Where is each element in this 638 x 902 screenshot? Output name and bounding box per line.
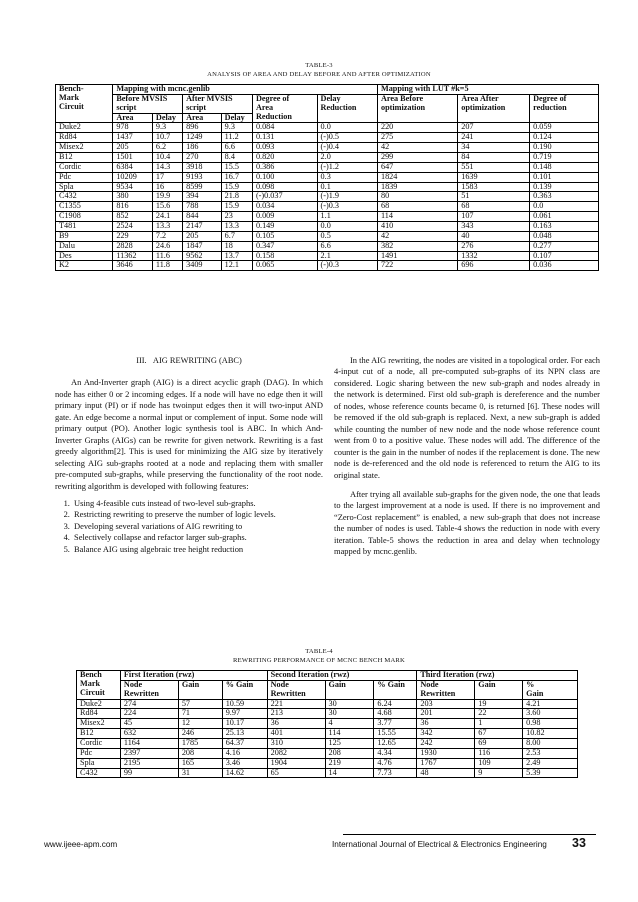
value-cell: 1583 [458,182,530,192]
table3-row [56,261,599,271]
value-cell: 114 [325,729,374,739]
right-column [334,355,600,558]
value-cell: 71 [178,709,222,719]
value-cell: 8.00 [523,739,578,749]
value-cell: 14.62 [222,768,267,778]
value-cell: 0.105 [252,231,317,241]
value-cell: 12.1 [221,261,252,271]
value-cell: 80 [377,192,457,202]
value-cell: 401 [267,729,325,739]
circuit-name-cell: B9 [56,231,113,241]
value-cell: 0.101 [530,172,599,182]
value-cell: 107 [458,212,530,222]
table3-degree-reduction-header: Degree of reduction [530,94,599,123]
value-cell: (-)0.5 [317,133,377,143]
table4-pct-gain-header: % Gain [374,680,417,699]
value-cell: 114 [377,212,457,222]
value-cell: 219 [325,758,374,768]
circuit-name-cell: Pdc [77,748,121,758]
value-cell: 11.8 [152,261,182,271]
value-cell: 220 [377,123,457,133]
circuit-name-cell: Duke2 [56,123,113,133]
value-cell: 67 [475,729,523,739]
value-cell: 551 [458,162,530,172]
value-cell: 0.098 [252,182,317,192]
value-cell: 0.277 [530,241,599,251]
circuit-name-cell: T481 [56,222,113,232]
value-cell: 10.7 [152,133,182,143]
value-cell: 57 [178,699,222,709]
table4-row [77,768,578,778]
value-cell: 0.163 [530,222,599,232]
value-cell: 221 [267,699,325,709]
circuit-name-cell: B12 [77,729,121,739]
value-cell: 186 [183,143,222,153]
value-cell: 4.68 [374,709,417,719]
section-heading: III. AIG REWRITING (ABC) [136,356,242,365]
value-cell: 4 [325,719,374,729]
value-cell: 0.820 [252,153,317,163]
table4-caption-title: REWRITING PERFORMANCE OF MCNC BENCH MARK [233,657,405,664]
value-cell: 342 [417,729,475,739]
value-cell: 380 [113,192,153,202]
table3-sub-delay-before: Delay [152,113,182,123]
circuit-name-cell: Spla [77,758,121,768]
value-cell: 13.3 [152,222,182,232]
value-cell: 13.3 [221,222,252,232]
value-cell: 2397 [120,748,178,758]
value-cell: 0.363 [530,192,599,202]
circuit-name-cell: K2 [56,261,113,271]
value-cell: 275 [377,133,457,143]
value-cell: 64.37 [222,739,267,749]
value-cell: 4.34 [374,748,417,758]
value-cell: 0.0 [317,222,377,232]
feature-list-item: 4. Selectively collapse and refactor larger sub-graphs. [72,532,323,543]
feature-list-item: 3. Developing several variations of AIG rewriting to [72,521,323,532]
value-cell: 69 [475,739,523,749]
value-cell: 224 [120,709,178,719]
value-cell: 2828 [113,241,153,251]
table4-third-iteration-header: Third Iteration (rwz) [417,671,578,681]
value-cell: 722 [377,261,457,271]
value-cell: 0.0 [317,123,377,133]
value-cell: 1.1 [317,212,377,222]
table4-first-iteration-header: First Iteration (rwz) [120,671,267,681]
value-cell: 0.036 [530,261,599,271]
table4-row [77,739,578,749]
circuit-name-cell: B12 [56,153,113,163]
table4-row [77,758,578,768]
value-cell: 2524 [113,222,153,232]
circuit-name-cell: C432 [56,192,113,202]
value-cell: 1437 [113,133,153,143]
table3-caption-title: ANALYSIS OF AREA AND DELAY BEFORE AND AFTER OPTIMIZATION [207,71,431,78]
value-cell: 40 [458,231,530,241]
table3-row [56,172,599,182]
value-cell: 14 [325,768,374,778]
value-cell: 0.0 [530,202,599,212]
value-cell: 30 [325,709,374,719]
table4-node-header: Node Rewritten [120,680,178,699]
value-cell: 22 [475,709,523,719]
value-cell: 3.77 [374,719,417,729]
value-cell: (-)1.2 [317,162,377,172]
table4-bench-header: Bench Mark Circuit [77,671,121,700]
value-cell: (-)0.4 [317,143,377,153]
value-cell: 0.061 [530,212,599,222]
value-cell: 0.084 [252,123,317,133]
left-column [55,355,323,555]
table4-rewriting-performance [76,670,578,778]
aig-intro-paragraph: An And-Inverter graph (AIG) is a direct acyclic graph (DAG). In which node has either 0 or 2 incoming edges. If a node will have no edge then it will primary input (PI) or if node has twoinput edges then it will two-input AND gate. An edge become a normal input or complement of input. Some node will primary output (PO). Another logic synthesis tool is ABC. In which And-Inverter Graphs (AIGs) can be rewrite for given network. Rewriting is a fast greedy algorithm[2]. This is used for minimizing the AIG size by iteratively selecting AIG sub-graphs rooted at a node and replacing them with smaller pre-computed sub-graphs, while preserving the functionality of the root node. rewriting algorithm is developed with following features: [55,377,323,491]
value-cell: 0.034 [252,202,317,212]
value-cell: 8.4 [221,153,252,163]
table3-area-delay [55,84,599,271]
value-cell: 6.2 [152,143,182,153]
value-cell: 0.149 [252,222,317,232]
table3-mcnc-group-header: Mapping with mcnc.genlib [113,85,378,95]
value-cell: 68 [458,202,530,212]
value-cell: 246 [178,729,222,739]
value-cell: 36 [267,719,325,729]
circuit-name-cell: C432 [77,768,121,778]
table3-sub-area-before: Area [113,113,153,123]
value-cell: 15.9 [221,202,252,212]
value-cell: 9562 [183,251,222,261]
circuit-name-cell: C1908 [56,212,113,222]
subgraph-selection-paragraph: After trying all available sub-graphs for the given node, the one that leads to the largest improvement at a node is used. If there is no improvement and “Zero-Cost replacement” is enabled, a new sub-graph that does not increase the number of nodes is used. Table-4 shows the reduction in node with every iteration. Table-5 shows the reduction in area and delay when technology mapped by mcnc.genlib. [334,488,600,557]
table3-row [56,162,599,172]
value-cell: 382 [377,241,457,251]
value-cell: 21.8 [221,192,252,202]
value-cell: 0.158 [252,251,317,261]
value-cell: 11.6 [152,251,182,261]
value-cell: 0.190 [530,143,599,153]
value-cell: 9 [475,768,523,778]
value-cell: 276 [458,241,530,251]
circuit-name-cell: Cordic [77,739,121,749]
value-cell: 241 [458,133,530,143]
feature-list-item: 1. Using 4-feasible cuts instead of two-level sub-graphs. [72,498,323,509]
value-cell: 10.82 [523,729,578,739]
value-cell: 42 [377,231,457,241]
table3-degree-area-header: Degree of Area Reduction [252,94,317,123]
table3-after-header: After MVSIS script [183,94,253,113]
value-cell: 274 [120,699,178,709]
table4-pct-gain-header: % Gain [222,680,267,699]
value-cell: 1930 [417,748,475,758]
circuit-name-cell: Rd84 [77,709,121,719]
value-cell: 3.46 [222,758,267,768]
value-cell: (-)1.9 [317,192,377,202]
value-cell: 0.065 [252,261,317,271]
value-cell: 12 [178,719,222,729]
circuit-name-cell: Duke2 [77,699,121,709]
value-cell: 68 [377,202,457,212]
value-cell: 84 [458,153,530,163]
value-cell: 10.17 [222,719,267,729]
value-cell: 10.4 [152,153,182,163]
table4-gain-header: Gain [178,680,222,699]
value-cell: 632 [120,729,178,739]
footer-journal-name: International Journal of Electrical & Electronics Engineering [332,840,547,849]
value-cell: 0.139 [530,182,599,192]
table4-row [77,729,578,739]
value-cell: 1639 [458,172,530,182]
value-cell: 1839 [377,182,457,192]
feature-list-item: 5. Balance AIG using algebraic tree height reduction [72,544,323,555]
table3-area-after-header: Area After optimization [458,94,530,123]
value-cell: 10.59 [222,699,267,709]
value-cell: 844 [183,212,222,222]
value-cell: 11.2 [221,133,252,143]
aig-rewriting-paragraph: In the AIG rewriting, the nodes are visited in a topological order. For each 4-input cut of a node, all pre-computed sub-graphs of its NPN class are considered. Logic sharing between the new sub-graph and nodes already in the network is determined. First old sub-graph is dereference and the number of nodes, whose reference counts became 0, is returned [6]. These nodes will be removed if the old sub-graph is replaced. Next, a new sub-graph is added while counting the number of new node and the node whose reference count went from 0 to a positive value. These nodes will add. The difference of the counter is the gain in the number of nodes if the replacement is done. The new node is de-referenced and the old node is referenced to return the AIG to its original state. [334,355,601,480]
value-cell: 203 [417,699,475,709]
value-cell: 1785 [178,739,222,749]
value-cell: 394 [183,192,222,202]
value-cell: 9.3 [221,123,252,133]
value-cell: 242 [417,739,475,749]
value-cell: 0.148 [530,162,599,172]
value-cell: 24.1 [152,212,182,222]
value-cell: 0.5 [317,231,377,241]
circuit-name-cell: Spla [56,182,113,192]
value-cell: 0.107 [530,251,599,261]
value-cell: 6.24 [374,699,417,709]
value-cell: (-)0.037 [252,192,317,202]
circuit-name-cell: Misex2 [77,719,121,729]
value-cell: 696 [458,261,530,271]
value-cell: 7.2 [152,231,182,241]
value-cell: 6.6 [317,241,377,251]
value-cell: 896 [183,123,222,133]
value-cell: 647 [377,162,457,172]
value-cell: 978 [113,123,153,133]
value-cell: 4.21 [523,699,578,709]
table3-sub-area-after: Area [183,113,222,123]
table3-row [56,153,599,163]
value-cell: 24.6 [152,241,182,251]
value-cell: 0.124 [530,133,599,143]
value-cell: 25.13 [222,729,267,739]
value-cell: 1767 [417,758,475,768]
value-cell: 0.1 [317,182,377,192]
value-cell: 816 [113,202,153,212]
value-cell: 852 [113,212,153,222]
value-cell: 10209 [113,172,153,182]
table3-caption-number: TABLE-3 [305,62,333,69]
value-cell: 229 [113,231,153,241]
value-cell: 343 [458,222,530,232]
value-cell: 15.6 [152,202,182,212]
circuit-name-cell: Rd84 [56,133,113,143]
value-cell: 12.65 [374,739,417,749]
table4-node-header: Node Rewritten [267,680,325,699]
value-cell: 15.55 [374,729,417,739]
value-cell: 1824 [377,172,457,182]
value-cell: 0.98 [523,719,578,729]
table3-row [56,231,599,241]
table4-caption-number: TABLE-4 [305,648,333,655]
feature-list-item: 2. Restricting rewriting to preserve the number of logic levels. [72,509,323,520]
value-cell: 116 [475,748,523,758]
value-cell: 0.048 [530,231,599,241]
value-cell: 19 [475,699,523,709]
table4-pct-gain-header: % Gain [523,680,578,699]
value-cell: 1 [475,719,523,729]
table4-row [77,748,578,758]
circuit-name-cell: Dalu [56,241,113,251]
value-cell: 45 [120,719,178,729]
value-cell: 2.49 [523,758,578,768]
value-cell: 4.16 [222,748,267,758]
value-cell: 51 [458,192,530,202]
value-cell: 7.73 [374,768,417,778]
table3-sub-delay-after: Delay [221,113,252,123]
table4-node-header: Node Rewritten [417,680,475,699]
value-cell: 3646 [113,261,153,271]
value-cell: 9193 [183,172,222,182]
value-cell: 109 [475,758,523,768]
table4-gain-header: Gain [475,680,523,699]
table3-column-header-row [56,94,599,113]
value-cell: 9.3 [152,123,182,133]
value-cell: 3918 [183,162,222,172]
value-cell: 213 [267,709,325,719]
value-cell: 6.7 [221,231,252,241]
value-cell: 2.53 [523,748,578,758]
value-cell: 1847 [183,241,222,251]
value-cell: 270 [183,153,222,163]
value-cell: 2.1 [317,251,377,261]
value-cell: 0.347 [252,241,317,251]
value-cell: 11362 [113,251,153,261]
table4-row [77,709,578,719]
table4-row [77,719,578,729]
value-cell: 207 [458,123,530,133]
value-cell: (-)0.3 [317,261,377,271]
value-cell: 0.059 [530,123,599,133]
footer-rule [343,834,596,835]
value-cell: 9.97 [222,709,267,719]
table3-delay-reduction-header: Delay Reduction [317,94,377,123]
value-cell: 299 [377,153,457,163]
value-cell: 205 [113,143,153,153]
table3-before-header: Before MVSIS script [113,94,183,113]
value-cell: 2.0 [317,153,377,163]
value-cell: 1904 [267,758,325,768]
value-cell: 1501 [113,153,153,163]
value-cell: 0.100 [252,172,317,182]
value-cell: 5.39 [523,768,578,778]
value-cell: 208 [325,748,374,758]
value-cell: 165 [178,758,222,768]
value-cell: 30 [325,699,374,709]
value-cell: 9534 [113,182,153,192]
value-cell: 1164 [120,739,178,749]
value-cell: 65 [267,768,325,778]
value-cell: 16 [152,182,182,192]
value-cell: 0.3 [317,172,377,182]
circuit-name-cell: Cordic [56,162,113,172]
page-number: 33 [572,836,586,850]
circuit-name-cell: C1355 [56,202,113,212]
value-cell: 0.719 [530,153,599,163]
circuit-name-cell: Misex2 [56,143,113,153]
rewriting-features-list [55,498,323,555]
value-cell: 0.093 [252,143,317,153]
value-cell: 36 [417,719,475,729]
value-cell: 17 [152,172,182,182]
value-cell: 1249 [183,133,222,143]
value-cell: 42 [377,143,457,153]
value-cell: 6.6 [221,143,252,153]
table4-group-header-row [77,671,578,681]
value-cell: 0.009 [252,212,317,222]
table4-column-header-row [77,680,578,699]
value-cell: 788 [183,202,222,212]
value-cell: 0.386 [252,162,317,172]
value-cell: 8599 [183,182,222,192]
value-cell: 0.131 [252,133,317,143]
value-cell: 15.9 [221,182,252,192]
value-cell: 3.60 [523,709,578,719]
value-cell: 201 [417,709,475,719]
value-cell: 1491 [377,251,457,261]
footer-website: www.ijeee-apm.com [44,840,118,849]
value-cell: (-)0.3 [317,202,377,212]
value-cell: 125 [325,739,374,749]
value-cell: 2195 [120,758,178,768]
table4-row [77,699,578,709]
value-cell: 208 [178,748,222,758]
circuit-name-cell: Pdc [56,172,113,182]
table3-area-before-header: Area Before optimization [377,94,457,123]
value-cell: 18 [221,241,252,251]
value-cell: 19.9 [152,192,182,202]
table3-row [56,241,599,251]
value-cell: 48 [417,768,475,778]
value-cell: 6384 [113,162,153,172]
table4-gain-header: Gain [325,680,374,699]
value-cell: 3409 [183,261,222,271]
value-cell: 99 [120,768,178,778]
value-cell: 205 [183,231,222,241]
value-cell: 14.3 [152,162,182,172]
value-cell: 15.5 [221,162,252,172]
table3-bench-header: Bench- Mark Circuit [56,85,113,123]
table3-group-header-row [56,85,599,95]
value-cell: 16.7 [221,172,252,182]
value-cell: 310 [267,739,325,749]
table4-second-iteration-header: Second Iteration (rwz) [267,671,417,681]
value-cell: 13.7 [221,251,252,261]
value-cell: 4.76 [374,758,417,768]
value-cell: 1332 [458,251,530,261]
value-cell: 410 [377,222,457,232]
circuit-name-cell: Des [56,251,113,261]
value-cell: 34 [458,143,530,153]
value-cell: 2082 [267,748,325,758]
table3-lut-group-header: Mapping with LUT #k=5 [377,85,598,95]
table3-row [56,222,599,232]
value-cell: 2147 [183,222,222,232]
value-cell: 23 [221,212,252,222]
value-cell: 31 [178,768,222,778]
